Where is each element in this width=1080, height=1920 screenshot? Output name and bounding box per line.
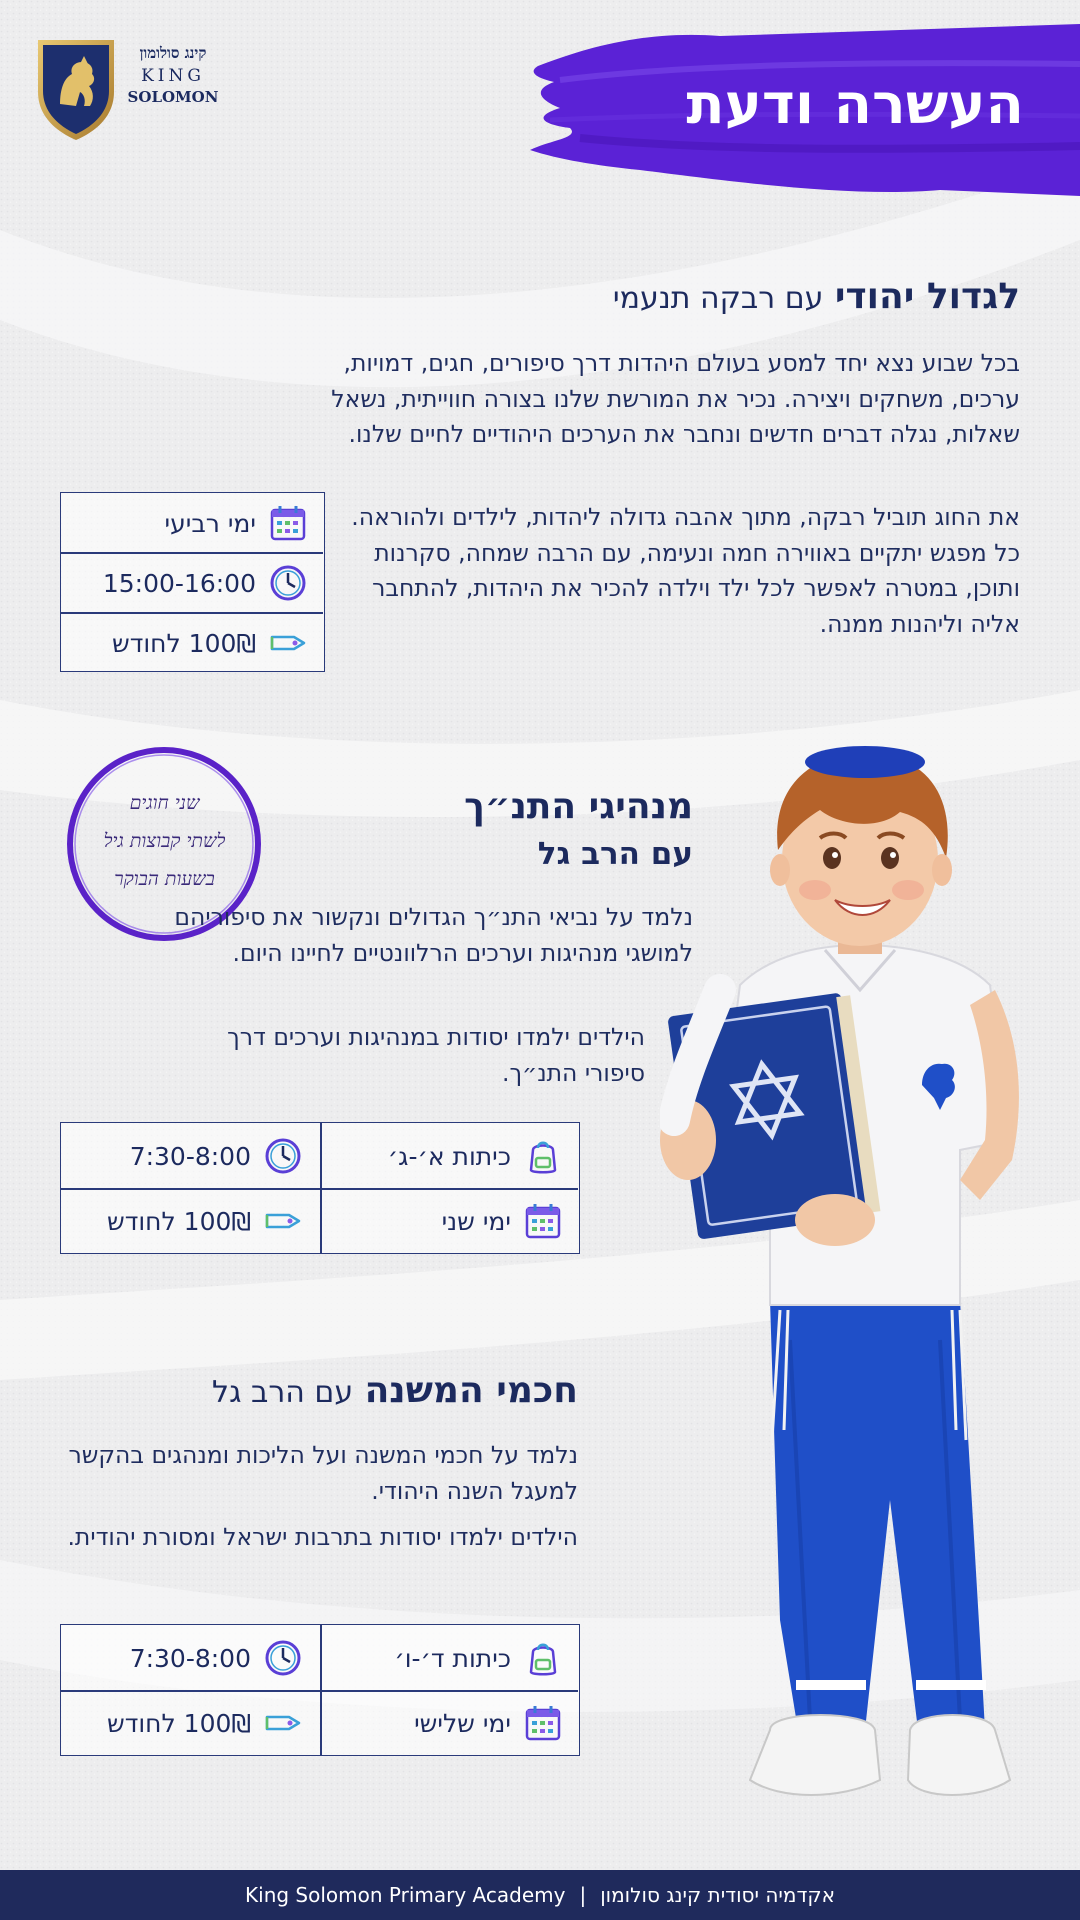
section3-price: 100₪ לחודש	[107, 1708, 251, 1738]
section2-time: 7:30-8:00	[129, 1141, 251, 1171]
logo-hebrew-text: קינג סולומון	[139, 44, 207, 62]
section2-time-cell	[61, 1123, 319, 1189]
section1-paragraph2: את החוג תוביל רבקה, מתוך אהבה גדולה ליהדות, לילדים ולהוראה. כל מפגש יתקיים באווירה חמה ונעימה, עם הרבה שמחה, סקרנות ותוכן, במטרה לאפשר לכל ילד וילדה להכיר את היהדות, להתחבר אליה וליהנות ממנה.	[351, 503, 1020, 638]
section2-day: ימי שני	[441, 1206, 511, 1236]
section3-grades: כיתות ד׳-ו׳	[394, 1643, 511, 1673]
calendar-icon	[268, 503, 308, 543]
logo-english-line1: KING	[141, 66, 205, 86]
section3-subtitle: עם הרב גל	[212, 1375, 354, 1410]
section2-price: 100₪ לחודש	[107, 1206, 251, 1236]
section1-price: 100₪ לחודש	[112, 628, 256, 658]
section2-subtitle: עם הרב גל	[537, 836, 693, 872]
section1-time: 15:00-16:00	[102, 568, 256, 598]
stamp-line1: שני חוגים	[129, 792, 200, 814]
stamp-line3: בשעות הבוקר	[114, 868, 215, 890]
section2-day-cell	[321, 1189, 579, 1253]
clock-icon	[263, 1638, 303, 1678]
section1-subtitle: עם רבקה תנעמי	[612, 281, 824, 316]
section3-info-table	[60, 1624, 580, 1756]
stamp-line2: לשתי קבוצות גיל	[103, 830, 226, 852]
section2-paragraph1: נלמד על נביאי התנ״ך הגדולים ונקשור את סיפוריהם למושגי מנהיגות וערכים הרלוונטיים לחיינו היום.	[174, 903, 693, 967]
section3-paragraph1: נלמד על חכמי המשנה ועל הליכות ומנהגים בהקשר למעגל השנה היהודי.	[68, 1441, 578, 1505]
lion-shield-icon	[34, 34, 118, 144]
calendar-icon	[523, 1201, 563, 1241]
price-tag-icon	[268, 623, 308, 663]
section1-title: לגדול יהודי	[834, 276, 1020, 317]
price-tag-icon	[263, 1703, 303, 1743]
section1-info-table	[60, 492, 325, 672]
section3-time: 7:30-8:00	[129, 1643, 251, 1673]
section3-heading	[78, 1370, 578, 1411]
price-tag-icon	[263, 1201, 303, 1241]
section1-heading	[420, 276, 1020, 317]
section2-grades-cell	[321, 1123, 579, 1189]
logo-english-line2: SOLOMON	[127, 88, 219, 106]
section3-time-cell	[61, 1625, 319, 1691]
section1-time-cell	[62, 553, 324, 613]
section3-day: ימי שלישי	[414, 1708, 511, 1738]
section1-day: ימי רביעי	[164, 508, 256, 538]
backpack-icon	[523, 1136, 563, 1176]
section3-grades-cell	[321, 1625, 579, 1691]
footer-bar	[0, 1870, 1080, 1920]
clock-icon	[263, 1136, 303, 1176]
section3-day-cell	[321, 1691, 579, 1755]
clock-icon	[268, 563, 308, 603]
section2-paragraph2: הילדים ילמדו יסודות במנהיגות וערכים דרך סיפורי התנ״ך.	[227, 1023, 645, 1087]
section2-grades: כיתות א׳-ג׳	[387, 1141, 511, 1171]
boy-holding-book-illustration	[660, 740, 1060, 1860]
section3-title: חכמי המשנה	[364, 1370, 578, 1411]
footer-hebrew: אקדמיה יסודית קינג סולומון	[600, 1883, 835, 1907]
section3-price-cell	[61, 1691, 319, 1755]
banner-title: העשרה ודעת	[686, 72, 1024, 137]
backpack-icon	[523, 1638, 563, 1678]
section2-title: מנהיגי התנ״ך	[464, 786, 693, 827]
footer-english: King Solomon Primary Academy	[245, 1883, 566, 1907]
calendar-icon	[523, 1703, 563, 1743]
footer-separator: |	[579, 1883, 587, 1907]
section2-heading	[273, 786, 693, 827]
section1-day-cell	[62, 493, 324, 553]
section2-price-cell	[61, 1189, 319, 1253]
section1-price-cell	[62, 613, 324, 673]
section2-info-table	[60, 1122, 580, 1254]
school-logo	[34, 34, 224, 144]
title-banner	[520, 20, 1080, 200]
section1-paragraph1: בכל שבוע נצא יחד למסע בעולם היהדות דרך סיפורים, חגים, דמויות, ערכים, משחקים ויצירה. נכיר את המורשת שלנו בצורה חווייתית, נשאל שאלות, נגלה דברים חדשים ונחבר את הערכים היהודיים לחיים שלנו.	[331, 349, 1020, 448]
section3-paragraph2: הילדים ילמדו יסודות בתרבות ישראל ומסורת יהודית.	[67, 1523, 578, 1551]
